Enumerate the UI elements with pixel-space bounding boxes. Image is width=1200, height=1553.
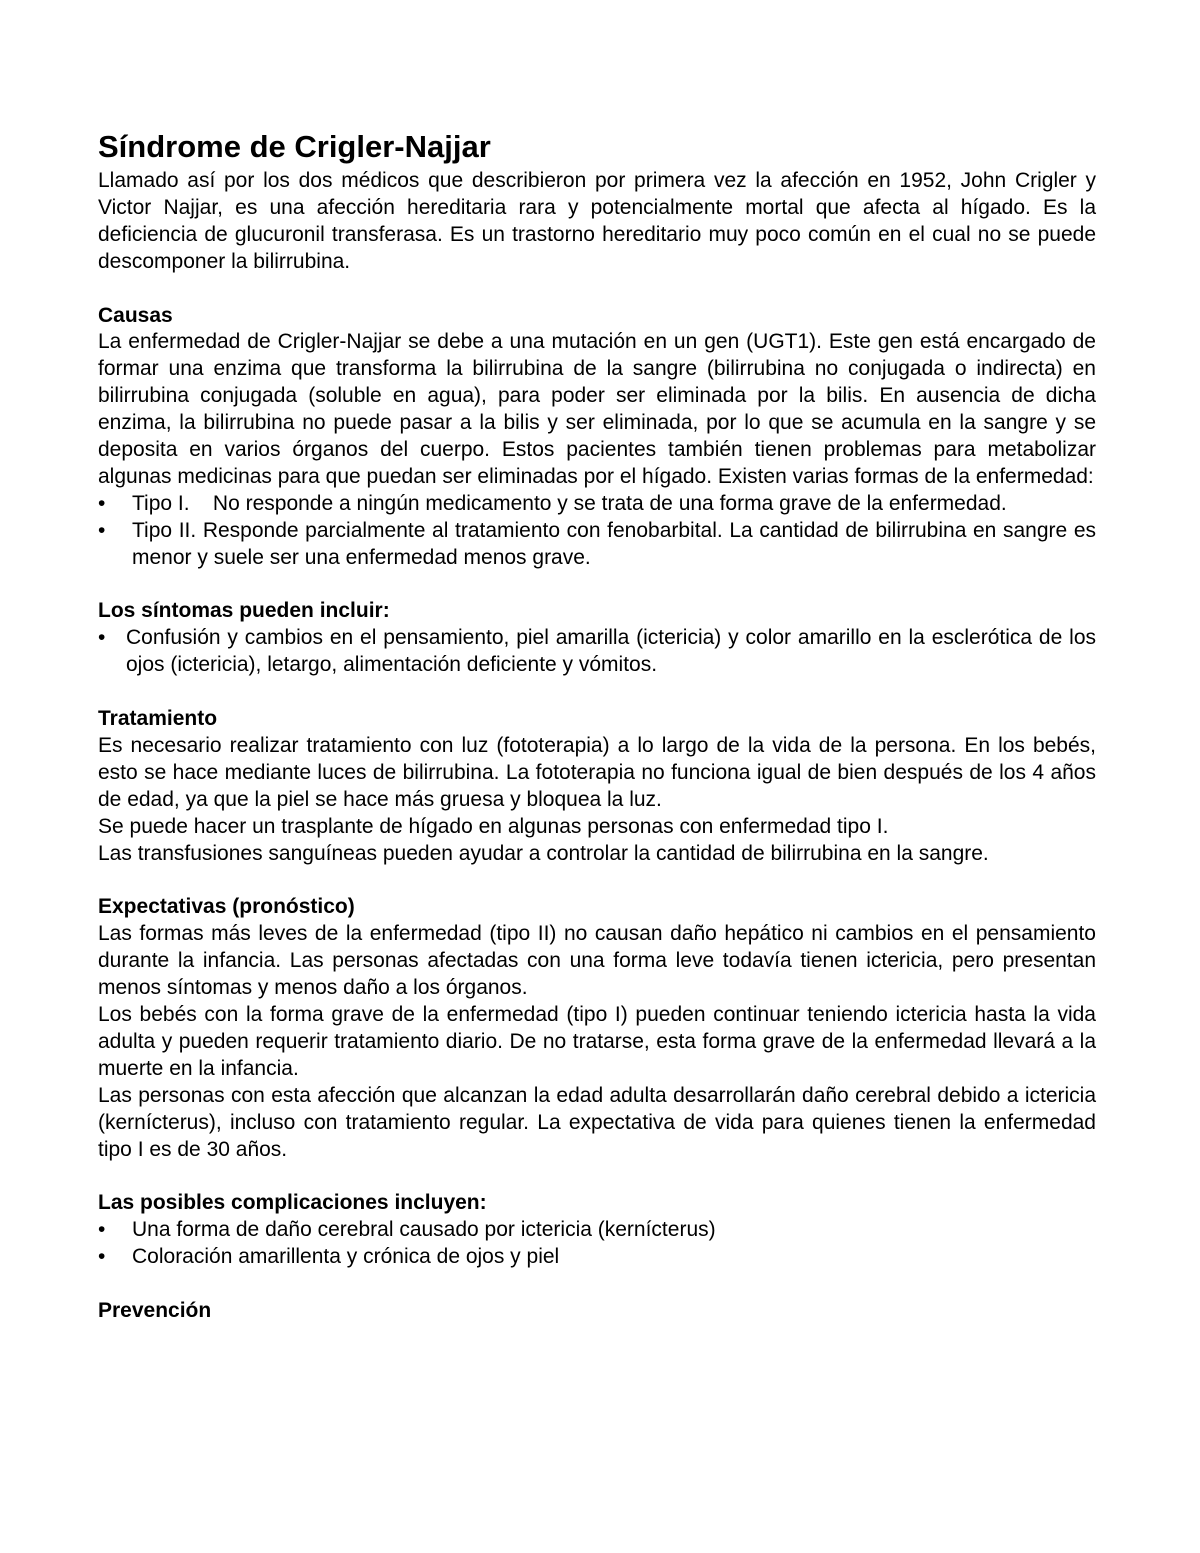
list-item-text: Una forma de daño cerebral causado por ictericia (kernícterus) (132, 1218, 716, 1242)
tratamiento-paragraph: Las transfusiones sanguíneas pueden ayudar a controlar la cantidad de bilirrubina en la sangre. (98, 841, 989, 865)
list-item-text: Coloración amarillenta y crónica de ojos y piel (132, 1245, 560, 1269)
section-spacer (98, 868, 1096, 895)
list-item-text: Confusión y cambios en el pensamiento, piel amarilla (ictericia) y color amarillo en la esclerótica de los ojos (ictericia), letargo, alimentación deficiente y vómitos. (126, 626, 1096, 677)
bullet-icon: • (98, 491, 106, 515)
sintomas-list (98, 625, 1096, 679)
causas-paragraph: La enfermedad de Crigler-Najjar se debe a una mutación en un gen (UGT1). Este gen está encargado de formar una enzima que transforma la bilirrubina de la sangre (bilirrubina no conjugada o indirecta) en bilirrubina conjugada (soluble en agua), para poder ser eliminada por la bilis. En ausencia de dicha enzima, la bilirrubina no puede pasar a la bilis y ser eliminada, por lo que se acumula en la sangre y se deposita en varios órganos del cuerpo. Estos pacientes también tienen problemas para metabolizar algunas medicinas para que puedan ser eliminadas por el hígado. Existen varias formas de la enfermedad: (98, 330, 1096, 488)
section-spacer (98, 679, 1096, 706)
causas-list (98, 491, 1096, 572)
expectativas-paragraph: Los bebés con la forma grave de la enfermedad (tipo I) pueden continuar teniendo ictericia hasta la vida adulta y pueden requerir tratamiento diario. De no tratarse, esta forma grave de la enfermedad llevará a la muerte en la infancia. (98, 1003, 1096, 1080)
list-item-text: Tipo I. No responde a ningún medicamento y se trata de una forma grave de la enfermedad. (132, 491, 1007, 515)
intro-paragraph: Llamado así por los dos médicos que describieron por primera vez la afección en 1952, John Crigler y Victor Najjar, es una afección hereditaria rara y potencialmente mortal que afecta al hígado. Es la deficiencia de glucuronil transferasa. Es un trastorno hereditario muy poco común en el cual no se puede descomponer la bilirrubina. (98, 169, 1096, 273)
prevencion-heading: Prevención (98, 1298, 212, 1322)
section-spacer (98, 1271, 1096, 1298)
document-title: Síndrome de Crigler-Najjar (98, 129, 491, 164)
tratamiento-paragraph: Es necesario realizar tratamiento con luz (fototerapia) a lo largo de la vida de la persona. En los bebés, esto se hace mediante luces de bilirrubina. La fototerapia no funciona igual de bien después de los 4 años de edad, ya que la piel se hace más gruesa y bloquea la luz. (98, 733, 1096, 811)
sintomas-heading: Los síntomas pueden incluir: (98, 599, 390, 623)
complicaciones-list (98, 1217, 1096, 1271)
bullet-icon: • (98, 518, 106, 542)
bullet-icon: • (98, 1218, 106, 1242)
complicaciones-heading: Las posibles complicaciones incluyen: (98, 1191, 487, 1215)
section-spacer (98, 572, 1096, 599)
expectativas-heading: Expectativas (pronóstico) (98, 895, 355, 919)
list-item (98, 1244, 1096, 1271)
list-item (98, 518, 1096, 572)
document-page (98, 128, 1096, 1325)
list-item-text: Tipo II. Responde parcialmente al tratamiento con fenobarbital. La cantidad de bilirrubina en sangre es menor y suele ser una enfermedad menos grave. (132, 518, 1096, 569)
bullet-icon: • (98, 626, 106, 650)
bullet-icon: • (98, 1245, 106, 1269)
list-item (98, 1217, 1096, 1244)
tratamiento-heading: Tratamiento (98, 707, 218, 731)
list-item (98, 625, 1096, 679)
list-item (98, 491, 1096, 518)
expectativas-paragraph: Las formas más leves de la enfermedad (tipo II) no causan daño hepático ni cambios en el pensamiento durante la infancia. Las personas afectadas con una forma leve todavía tienen ictericia, pero presentan menos síntomas y menos daño a los órganos. (98, 922, 1096, 1000)
expectativas-paragraph: Las personas con esta afección que alcanzan la edad adulta desarrollarán daño cerebral debido a ictericia (kernícterus), incluso con tratamiento regular. La expectativa de vida para quienes tienen la enfermedad tipo I es de 30 años. (98, 1083, 1096, 1161)
tratamiento-paragraph: Se puede hacer un trasplante de hígado en algunas personas con enfermedad tipo I. (98, 814, 889, 838)
section-spacer (98, 1163, 1096, 1190)
causas-heading: Causas (98, 303, 173, 327)
section-spacer (98, 276, 1096, 303)
